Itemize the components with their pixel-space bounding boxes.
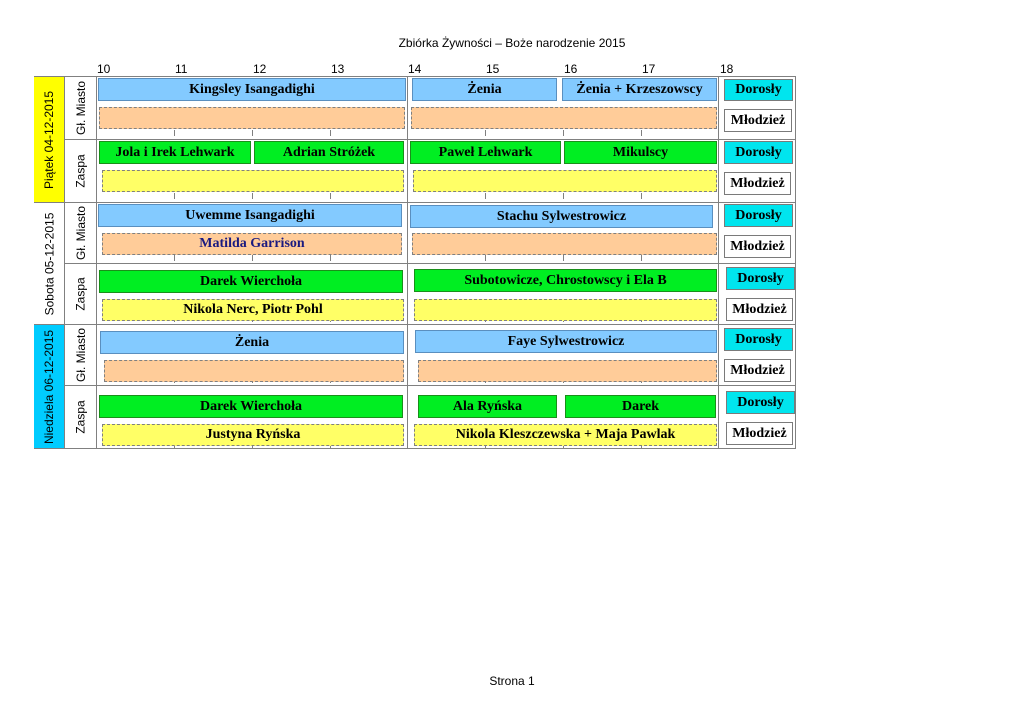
hour-label: 11 [175, 62, 188, 76]
shift-block: Uwemme Isangadighi [98, 204, 402, 227]
page-footer: Strona 1 [489, 674, 535, 688]
hour-label: 15 [486, 62, 500, 76]
shift-block: Faye Sylwestrowicz [415, 330, 717, 353]
grid-line [64, 385, 796, 386]
shift-block: Nikola Nerc, Piotr Pohl [102, 299, 404, 321]
location-label-city: Gł. Miasto [73, 327, 88, 383]
shift-block: Ala Ryńska [418, 395, 557, 418]
shift-block: Jola i Irek Lehwark [99, 141, 251, 164]
shift-block: Darek Wierchoła [99, 395, 403, 418]
hour-tick [485, 255, 486, 261]
adults-badge: Dorosły [726, 267, 795, 290]
shift-block: Darek [565, 395, 716, 418]
hour-tick [252, 193, 253, 199]
hour-tick [563, 193, 564, 199]
shift-block: Darek Wierchoła [99, 270, 403, 293]
adults-badge: Dorosły [724, 328, 793, 351]
shift-block: Mikulscy [564, 141, 717, 164]
day-label-friday: Piątek 04-12-2015 [34, 77, 64, 202]
hour-tick [641, 193, 642, 199]
shift-block [102, 170, 404, 192]
shift-block: Matilda Garrison [102, 233, 402, 255]
shift-block: Kingsley Isangadighi [98, 78, 406, 101]
hour-tick [641, 130, 642, 136]
hour-label: 13 [331, 62, 345, 76]
adults-badge: Dorosły [726, 391, 795, 414]
shift-block [414, 299, 717, 321]
shift-block: Justyna Ryńska [102, 424, 404, 446]
adults-badge: Dorosły [724, 79, 793, 101]
hour-tick [563, 255, 564, 261]
hour-tick [641, 255, 642, 261]
shift-block [413, 170, 717, 192]
shift-block: Adrian Stróżek [254, 141, 404, 164]
hour-tick [174, 255, 175, 261]
location-label-city: Gł. Miasto [73, 205, 88, 261]
hour-label: 16 [564, 62, 578, 76]
hour-tick [330, 255, 331, 261]
hour-tick [174, 193, 175, 199]
grid-line [64, 139, 796, 140]
hour-label: 10 [97, 62, 111, 76]
day-label-saturday: Sobota 05-12-2015 [34, 203, 64, 324]
shift-block: Żenia [412, 78, 557, 101]
grid-line [34, 324, 796, 325]
shift-block: Żenia [100, 331, 404, 354]
hour-tick [252, 130, 253, 136]
youth-badge: Młodzież [724, 172, 791, 195]
grid-line [34, 202, 796, 203]
shift-block [99, 107, 405, 129]
hour-label: 14 [408, 62, 422, 76]
page-title: Zbiórka Żywności – Boże narodzenie 2015 [398, 36, 626, 50]
adults-badge: Dorosły [724, 141, 793, 164]
hour-tick [485, 130, 486, 136]
shift-block [418, 360, 717, 382]
hour-label: 17 [642, 62, 656, 76]
shift-block [104, 360, 404, 382]
hour-tick [485, 193, 486, 199]
youth-badge: Młodzież [726, 422, 793, 445]
shift-block [411, 107, 717, 129]
hour-tick [174, 130, 175, 136]
shift-block: Stachu Sylwestrowicz [410, 205, 713, 228]
hour-tick [252, 255, 253, 261]
hour-tick [330, 130, 331, 136]
adults-badge: Dorosły [724, 204, 793, 227]
grid-line [64, 263, 796, 264]
shift-block [412, 233, 717, 255]
hour-tick [563, 130, 564, 136]
shift-block: Paweł Lehwark [410, 141, 561, 164]
location-label-city: Gł. Miasto [73, 80, 88, 136]
youth-badge: Młodzież [724, 235, 791, 258]
shift-block: Żenia + Krzeszowscy [562, 78, 717, 101]
youth-badge: Młodzież [724, 109, 792, 132]
location-label-zaspa: Zaspa [73, 277, 88, 311]
hour-label: 18 [720, 62, 734, 76]
location-label-zaspa: Zaspa [73, 154, 88, 188]
shift-block: Subotowicze, Chrostowscy i Ela B [414, 269, 717, 292]
youth-badge: Młodzież [724, 359, 791, 382]
hour-tick [330, 193, 331, 199]
day-label-sunday: Niedziela 06-12-2015 [34, 325, 64, 448]
hour-label: 12 [253, 62, 267, 76]
location-label-zaspa: Zaspa [73, 400, 88, 434]
shift-block: Nikola Kleszczewska + Maja Pawlak [414, 424, 717, 446]
youth-badge: Młodzież [726, 298, 793, 321]
